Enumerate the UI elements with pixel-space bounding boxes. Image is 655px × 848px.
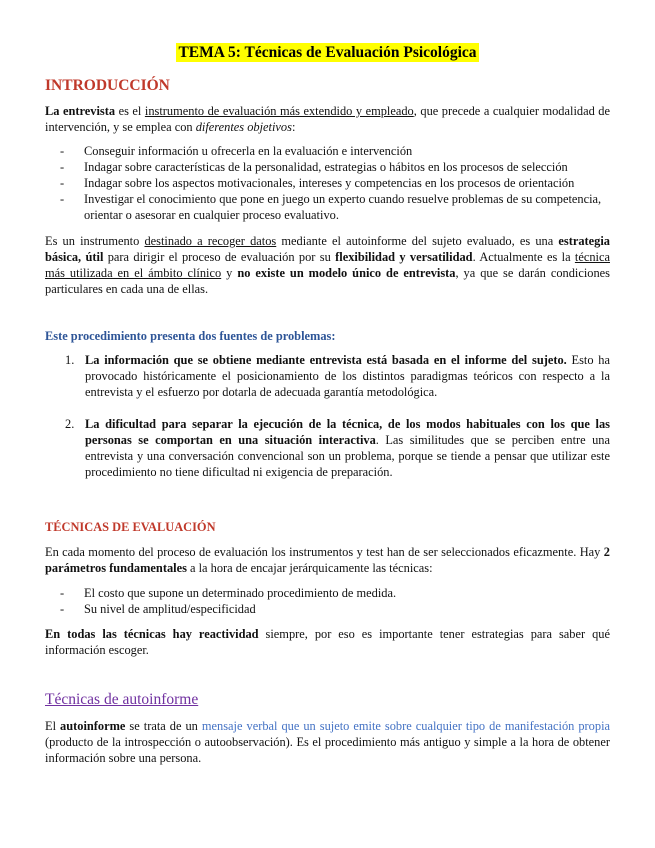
intro-p1-underline: instrumento de evaluación más extendido y empleado	[144, 104, 414, 118]
intro-p2-bold: estrategia básica, útil	[45, 234, 610, 264]
problem-text: . Las similitudes que se perciben entre una entrevista y una conversación convencional son un problema, porque se tiende a pensar que utilizar este procedimiento no tiene dificultad ni exigencia de preparación.	[85, 433, 611, 479]
list-item: - Su nivel de amplitud/especificidad	[60, 601, 610, 617]
autoinforme-paragraph-1	[45, 718, 610, 766]
problem-bold: La información que se obtiene mediante entrevista está basada en el informe del sujeto.	[85, 353, 567, 367]
problems-list-2	[65, 416, 610, 480]
autoinforme-bold: autoinforme	[60, 719, 126, 733]
intro-p2-text: Es un instrumento	[45, 234, 145, 248]
list-item	[65, 352, 610, 400]
list-item: - Conseguir información u ofrecerla en la evaluación e intervención	[60, 143, 610, 159]
list-number: 1.	[65, 353, 75, 367]
list-item	[65, 416, 610, 480]
autoinforme-text: (producto de la introspección o autoobservación). Es el procedimiento más antiguo y simple a la hora de obtener información sobre una persona.	[45, 735, 610, 765]
intro-p2-text: para dirigir el proceso de evaluación por su	[103, 250, 336, 264]
list-item: - El costo que supone un determinado procedimiento de medida.	[60, 585, 610, 601]
intro-paragraph-2	[45, 233, 610, 297]
intro-p1-text: , que precede a cualquier modalidad de intervención, y se emplea con	[45, 104, 610, 134]
tecnicas-paragraph-2	[45, 626, 610, 658]
intro-paragraph-1	[45, 103, 610, 135]
intro-p2-text: . Actualmente es la	[472, 250, 575, 264]
title-wrapper	[0, 45, 655, 61]
autoinforme-blue-text: mensaje verbal que un sujeto emite sobre cualquier tipo de manifestación propia	[201, 719, 611, 733]
intro-p2-underline: destinado a recoger datos	[144, 234, 277, 248]
tecnicas-p1-text: a la hora de encajar jerárquicamente las técnicas:	[186, 561, 433, 575]
intro-heading: INTRODUCCIÓN	[45, 77, 170, 94]
problem-text: Esto ha provocado históricamente el posicionamiento de los distintos paradigmas teóricos con respecto a la entrevista y el esfuerzo por dotarla de adecuada garantía metodológica.	[85, 353, 610, 399]
tecnicas-bullet-list	[60, 585, 610, 617]
intro-p1-bold: La entrevista	[45, 104, 116, 118]
list-item: - Indagar sobre características de la personalidad, estrategias o hábitos en los procesos de selección	[60, 159, 610, 175]
intro-p2-bold: no existe un modelo único de entrevista	[237, 266, 456, 280]
autoinforme-text: El	[45, 719, 61, 733]
intro-p1-text: :	[291, 120, 296, 134]
intro-p2-bold: flexibilidad y versatilidad	[335, 250, 473, 264]
intro-p1-text: es el	[115, 104, 145, 118]
tecnicas-p2-bold: En todas las técnicas hay reactividad	[45, 627, 259, 641]
tecnicas-heading: TÉCNICAS DE EVALUACIÓN	[45, 520, 216, 534]
intro-p2-text: mediante el autoinforme del sujeto evaluado, es una	[276, 234, 559, 248]
intro-p2-text: , ya que se darán condiciones particulares en cada una de ellas.	[45, 266, 610, 296]
list-number: 2.	[65, 417, 75, 431]
intro-p2-text: y	[221, 266, 238, 280]
tecnicas-p1-text: En cada momento del proceso de evaluación los instrumentos y test han de ser seleccionados eficazmente. Hay	[45, 545, 604, 559]
problems-heading: Este procedimiento presenta dos fuentes de problemas:	[45, 329, 336, 343]
intro-p2-underline: técnica más utilizada en el ámbito clínico	[45, 250, 610, 280]
tecnicas-p2-text: siempre, por eso es importante tener estrategias para saber qué información escoger.	[45, 627, 610, 657]
list-item: - Indagar sobre los aspectos motivacionales, intereses y competencias en los procesos de orientación	[60, 175, 610, 191]
intro-p1-italic: diferentes objetivos	[195, 120, 292, 134]
autoinforme-heading: Técnicas de autoinforme	[45, 691, 199, 708]
list-item: - Investigar el conocimiento que pone en juego un experto cuando resuelve problemas de su competencia, orientar o asesorar en cualquier proceso evaluativo.	[60, 191, 610, 223]
intro-bullet-list	[60, 143, 610, 223]
problem-bold: La dificultad para separar la ejecución de la técnica, de los modos habituales con los que las personas se comportan en una situación interactiva	[85, 417, 610, 447]
page-title: TEMA 5: Técnicas de Evaluación Psicológica	[178, 44, 477, 61]
tecnicas-paragraph-1	[45, 544, 610, 576]
problems-list	[65, 352, 610, 400]
tecnicas-p1-bold: 2 parámetros fundamentales	[45, 545, 610, 575]
autoinforme-text: se trata de un	[125, 719, 202, 733]
